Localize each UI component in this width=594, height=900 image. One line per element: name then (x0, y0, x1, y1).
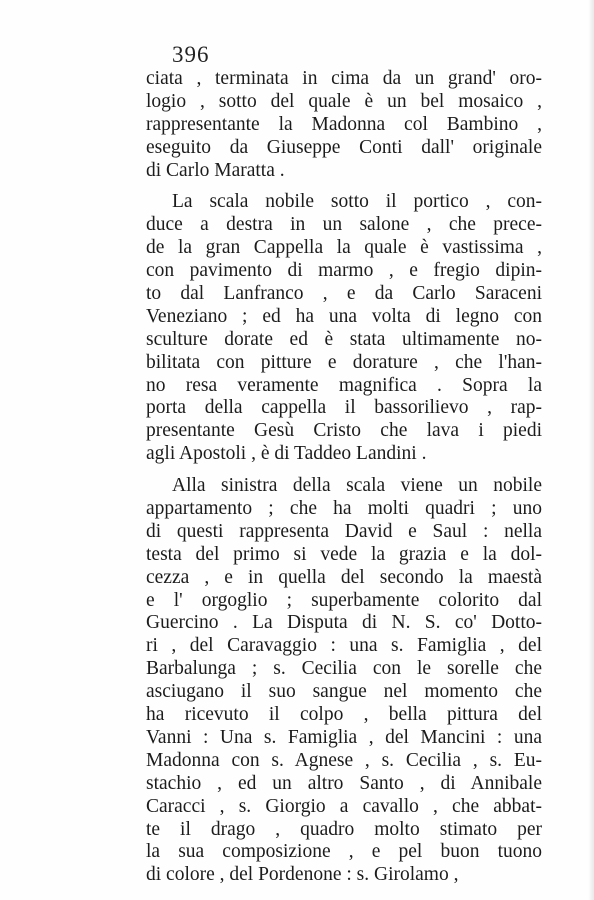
page-edge-shadow (588, 0, 594, 900)
text-line: te il drago , quadro molto stimato per (146, 818, 542, 840)
text-line: Barbalunga ; s. Cecilia con le sorelle che (146, 658, 542, 680)
text-line: Caracci , s. Giorgio a cavallo , che abbat- (146, 795, 542, 817)
text-line: cezza , e in quella del secondo la maestà (146, 566, 542, 588)
paragraph-gap (146, 466, 542, 475)
text-line: rappresentante la Madonna col Bambino , (146, 113, 542, 135)
text-line: sculture dorate ed è stata ultimamente no- (146, 328, 542, 350)
text-line: presentante Gesù Cristo che lava i piedi (146, 420, 542, 442)
text-line: di questi rappresenta David e Saul : nella (146, 520, 542, 542)
text-line: La scala nobile sotto il portico , con- (172, 191, 542, 213)
text-line: Vanni : Una s. Famiglia , del Mancini : una (146, 726, 542, 748)
page-number: 396 (172, 42, 210, 67)
text-line: con pavimento di marmo , e fregio dipin- (146, 260, 542, 282)
text-line: di colore , del Pordenone : s. Girolamo , (146, 864, 459, 886)
paragraph-gap (146, 182, 542, 191)
text-line: de la gran Cappella la quale è vastissima , (146, 237, 542, 259)
text-line: la sua composizione , e pel buon tuono (146, 841, 542, 863)
text-line: Veneziano ; ed ha una volta di legno con (146, 305, 542, 327)
text-line: Alla sinistra della scala viene un nobile (172, 475, 542, 497)
text-line: no resa veramente magnifica . Sopra la (146, 374, 542, 396)
text-line: stachio , ed un altro Santo , di Annibale (146, 772, 542, 794)
text-line: logio , sotto del quale è un bel mosaico , (146, 90, 542, 112)
text-line: to dal Lanfranco , e da Carlo Saraceni (146, 283, 542, 305)
text-line: eseguito da Giuseppe Conti dall' originale (146, 136, 542, 158)
text-line: agli Apostoli , è di Taddeo Landini . (146, 443, 427, 465)
text-line: ri , del Caravaggio : una s. Famiglia , del (146, 635, 542, 657)
body-text (146, 68, 542, 887)
text-line: Guercino . La Disputa di N. S. co' Dotto- (146, 612, 542, 634)
text-line: appartamento ; che ha molti quadri ; uno (146, 498, 542, 520)
text-line: di Carlo Maratta . (146, 159, 285, 181)
text-line: ha ricevuto il colpo , bella pittura del (146, 704, 542, 726)
text-line: Madonna con s. Agnese , s. Cecilia , s. Eu- (146, 749, 542, 771)
text-line: testa del primo si vede la grazia e la dol- (146, 543, 542, 565)
text-line: ciata , terminata in cima da un grand' oro- (146, 68, 542, 89)
text-line: e l' orgoglio ; superbamente colorito dal (146, 589, 542, 611)
text-line: porta della cappella il bassorilievo , rap- (146, 397, 542, 419)
text-line: bilitata con pitture e dorature , che l'han- (146, 351, 542, 373)
text-line: duce a destra in un salone , che prece- (146, 214, 542, 236)
text-line: asciugano il suo sangue nel momento che (146, 681, 542, 703)
